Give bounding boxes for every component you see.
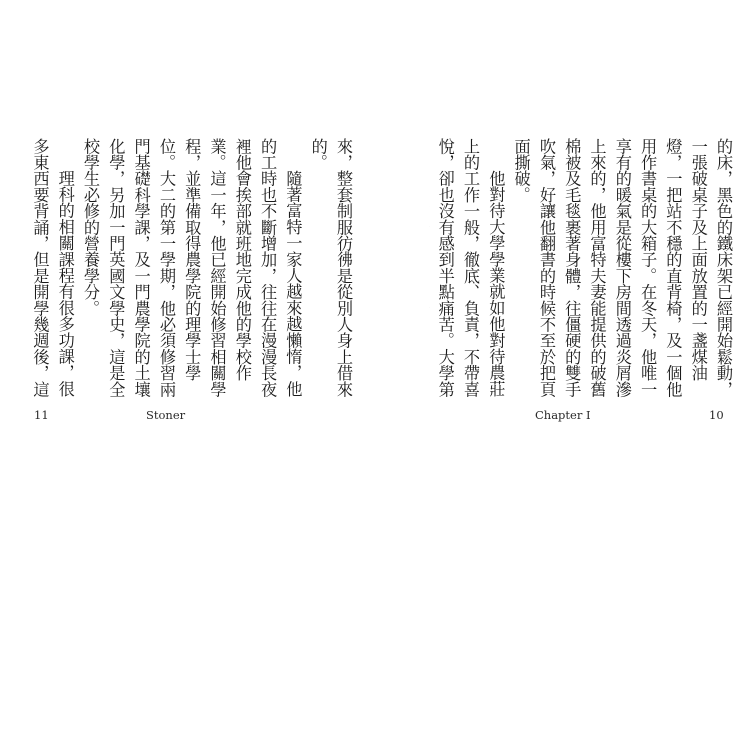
paragraph: 來，整套制服彷彿是從別人身上借來的。	[308, 138, 353, 398]
left-page-body	[26, 138, 356, 400]
paragraph: 的床，黑色的鐵床架已經開始鬆動，一張破桌子及上面放置的一盞煤油燈，一把站不穩的直背椅，及一個他用作書桌的大箱子。在冬天，他唯一享有的暖氣是從樓下房間透過炎屑滲上來的，他用富特夫妻能提供的破舊棉被及毛毯裹著身體，往僵硬的雙手吹氣，好讓他翻書的時候不至於把頁面撕破。	[511, 138, 733, 398]
right-page	[375, 0, 750, 750]
running-title: Chapter I	[535, 408, 591, 422]
page-number: 10	[709, 408, 724, 422]
paragraph: 他對待大學學業就如他對待農莊上的工作一般，徹底、負責，不帶喜悅，卻也沒有感到半點痛苦。大學第	[435, 138, 506, 398]
right-page-body	[429, 138, 736, 400]
running-title: Stoner	[146, 408, 186, 422]
page-number: 11	[34, 408, 49, 422]
paragraph: 隨著富特一家人越來越懶惰，他的工時也不斷增加，往往在漫漫長夜裡他會挨部就班地完成他的學校作業。這一年，他已經開始修習相關學程，並準備取得農學院的理學士學位。大二的第一學期，他必須修習兩門基礎科學課，及一門農學院的土壤化學，另加一門英國文學史，這是全校學生必修的營養學分。	[81, 138, 303, 398]
paragraph: 理科的相關課程有很多功課，很多東西要背誦，但是開學幾週後，這	[30, 138, 75, 398]
